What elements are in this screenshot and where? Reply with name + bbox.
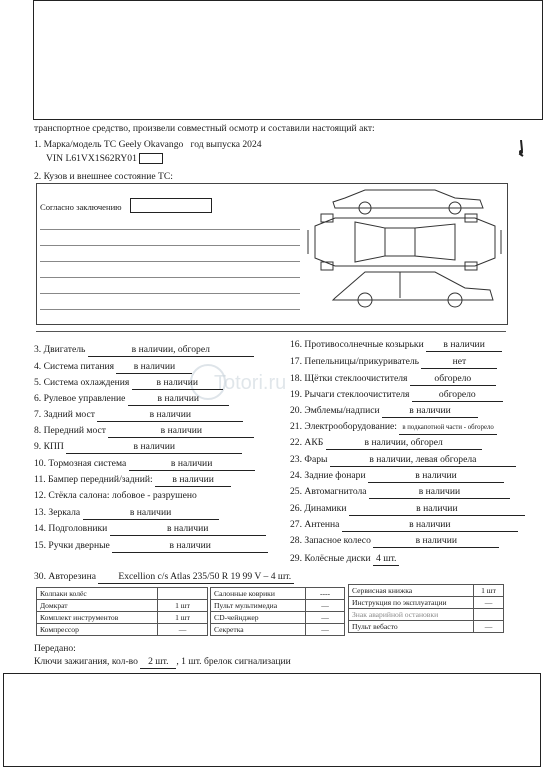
item-9: 9. КПП в наличии xyxy=(34,441,242,454)
year-label: год выпуска xyxy=(190,139,240,150)
item-27-value: в наличии xyxy=(342,519,518,532)
item-23: 23. Фары в наличии, левая обгорела xyxy=(290,454,516,467)
item-28: 28. Запасное колесо в наличии xyxy=(290,535,499,548)
item-13-value: в наличии xyxy=(83,507,219,520)
table-row: Пульт вебасто — xyxy=(349,621,504,633)
item-7: 7. Задний мост в наличии xyxy=(34,409,243,422)
vin-redacted-box xyxy=(139,153,163,164)
item-21: 21. Электрооборудование: в подкапотной части - обгорело xyxy=(290,421,497,435)
item-8: 8. Передний мост в наличии xyxy=(34,425,254,438)
item-25-value: в наличии xyxy=(369,486,510,499)
section-divider xyxy=(36,331,506,332)
keys-value: 2 шт. xyxy=(140,656,176,669)
vin-label: VIN xyxy=(46,153,64,164)
item-17: 17. Пепельницы/прикуриватель нет xyxy=(290,356,497,369)
item-26-value: в наличии xyxy=(349,503,525,516)
model-value: Geely Okavango xyxy=(118,139,184,150)
keys-rest: , 1 шт. брелок сигнализации xyxy=(176,656,291,667)
table-row: Знак аварийной остановки xyxy=(349,609,504,621)
item-24: 24. Задние фонари в наличии xyxy=(290,470,504,483)
ink-mark xyxy=(517,140,525,158)
table-row: Сервисная книжка 1 шт xyxy=(349,585,504,597)
item-16-value: в наличии xyxy=(426,339,502,352)
item-14-value: в наличии xyxy=(110,523,266,536)
table-row: Секретка — xyxy=(211,624,345,636)
redacted-signature-block xyxy=(3,673,541,767)
equipment-table-1 xyxy=(36,587,208,636)
item-29-value: 4 шт. xyxy=(373,553,399,566)
table-row: Пульт мультимедиа — xyxy=(211,600,345,612)
vin-line xyxy=(46,153,163,165)
item-3-value: в наличии, обгорел xyxy=(88,344,254,357)
item-22-value: в наличии, обгорел xyxy=(326,437,482,450)
table-row: Салонные коврики ---- xyxy=(211,588,345,600)
item-29: 29. Колёсные диски 4 шт. xyxy=(290,553,399,566)
item-8-value: в наличии xyxy=(108,425,254,438)
keys-label: Ключи зажигания, кол-во xyxy=(34,656,138,667)
item-7-value: в наличии xyxy=(97,409,243,422)
redacted-header-block xyxy=(33,0,543,120)
item-12: 12. Стёкла салона: лобовое - разрушено xyxy=(34,490,197,501)
note-line-1 xyxy=(40,229,300,230)
vehicle-model-line xyxy=(34,139,262,151)
table-row: CD-чейнджер — xyxy=(211,612,345,624)
item-13: 13. Зеркала в наличии xyxy=(34,507,219,520)
item-28-value: в наличии xyxy=(373,535,499,548)
item-27: 27. Антенна в наличии xyxy=(290,519,518,532)
table-row: Домкрат 1 шт xyxy=(37,600,208,612)
item-26: 26. Динамики в наличии xyxy=(290,503,525,516)
item-22: 22. АКБ в наличии, обгорел xyxy=(290,437,482,450)
car-body-diagram xyxy=(305,186,505,316)
item-4: 4. Система питания в наличии xyxy=(34,361,192,374)
item-17-value: нет xyxy=(421,356,497,369)
item-30-value: Excellion c/s Atlas 235/50 R 19 99 V – 4 шт. xyxy=(98,571,294,584)
item-5: 5. Система охлаждения в наличии xyxy=(34,377,223,390)
item-18-value: обгорело xyxy=(410,373,496,386)
item-5-value: в наличии xyxy=(132,377,223,390)
model-label: 1. Марка/модель ТС xyxy=(34,139,117,150)
conclusion-label: Согласно заключению xyxy=(40,202,122,212)
table-row: Колпаки колёс xyxy=(37,588,208,600)
item-15-value: в наличии xyxy=(112,540,268,553)
item-21-value: в подкапотной части - обгорело xyxy=(399,422,496,435)
item-6-value: в наличии xyxy=(128,393,229,406)
item-10-value: в наличии xyxy=(129,458,255,471)
item-11-value: в наличии xyxy=(155,474,231,487)
handover-title: Передано: xyxy=(34,643,76,654)
vin-value: L61VX1S62RY01 xyxy=(65,153,137,164)
item-4-value: в наличии xyxy=(116,361,192,374)
item-20-value: в наличии xyxy=(382,405,478,418)
item-3: 3. Двигатель в наличии, обгорел xyxy=(34,344,254,357)
table-row: Инструкция по эксплуатации — xyxy=(349,597,504,609)
item-15: 15. Ручки дверные в наличии xyxy=(34,540,268,553)
item-20: 20. Эмблемы/надписи в наличии xyxy=(290,405,478,418)
note-line-3 xyxy=(40,261,300,262)
note-line-4 xyxy=(40,277,300,278)
item-14: 14. Подголовники в наличии xyxy=(34,523,266,536)
note-line-2 xyxy=(40,245,300,246)
keys-line xyxy=(34,656,291,669)
item-19: 19. Рычаги стеклоочистителя обгорело xyxy=(290,389,503,402)
equipment-table-3 xyxy=(348,584,504,633)
site-watermark: Totori.ru xyxy=(214,372,287,394)
conclusion-field xyxy=(130,198,212,213)
item-25: 25. Автомагнитола в наличии xyxy=(290,486,510,499)
equipment-table-2 xyxy=(210,587,345,636)
item-10: 10. Тормозная система в наличии xyxy=(34,458,255,471)
item-19-value: обгорело xyxy=(412,389,503,402)
item-16: 16. Противосолнечные козырьки в наличии xyxy=(290,339,502,352)
item-18: 18. Щётки стеклоочистителя обгорело xyxy=(290,373,496,386)
item-9-value: в наличии xyxy=(66,441,242,454)
item-30: 30. Авторезина Excellion c/s Atlas 235/50 R 19 99 V – 4 шт. xyxy=(34,571,294,584)
note-line-6 xyxy=(40,309,300,310)
note-line-5 xyxy=(40,293,300,294)
intro-text: транспортное средство, произвели совместный осмотр и составили настоящий акт: xyxy=(34,123,375,134)
item-24-value: в наличии xyxy=(368,470,504,483)
year-value: 2024 xyxy=(242,139,262,150)
item-6: 6. Рулевое управление в наличии xyxy=(34,393,229,406)
item-23-value: в наличии, левая обгорела xyxy=(330,454,516,467)
item-11: 11. Бампер передний/задний: в наличии xyxy=(34,474,231,487)
body-condition-label: 2. Кузов и внешнее состояние ТС: xyxy=(34,171,173,182)
table-row: Комплект инструментов 1 шт xyxy=(37,612,208,624)
table-row: Компрессор — xyxy=(37,624,208,636)
